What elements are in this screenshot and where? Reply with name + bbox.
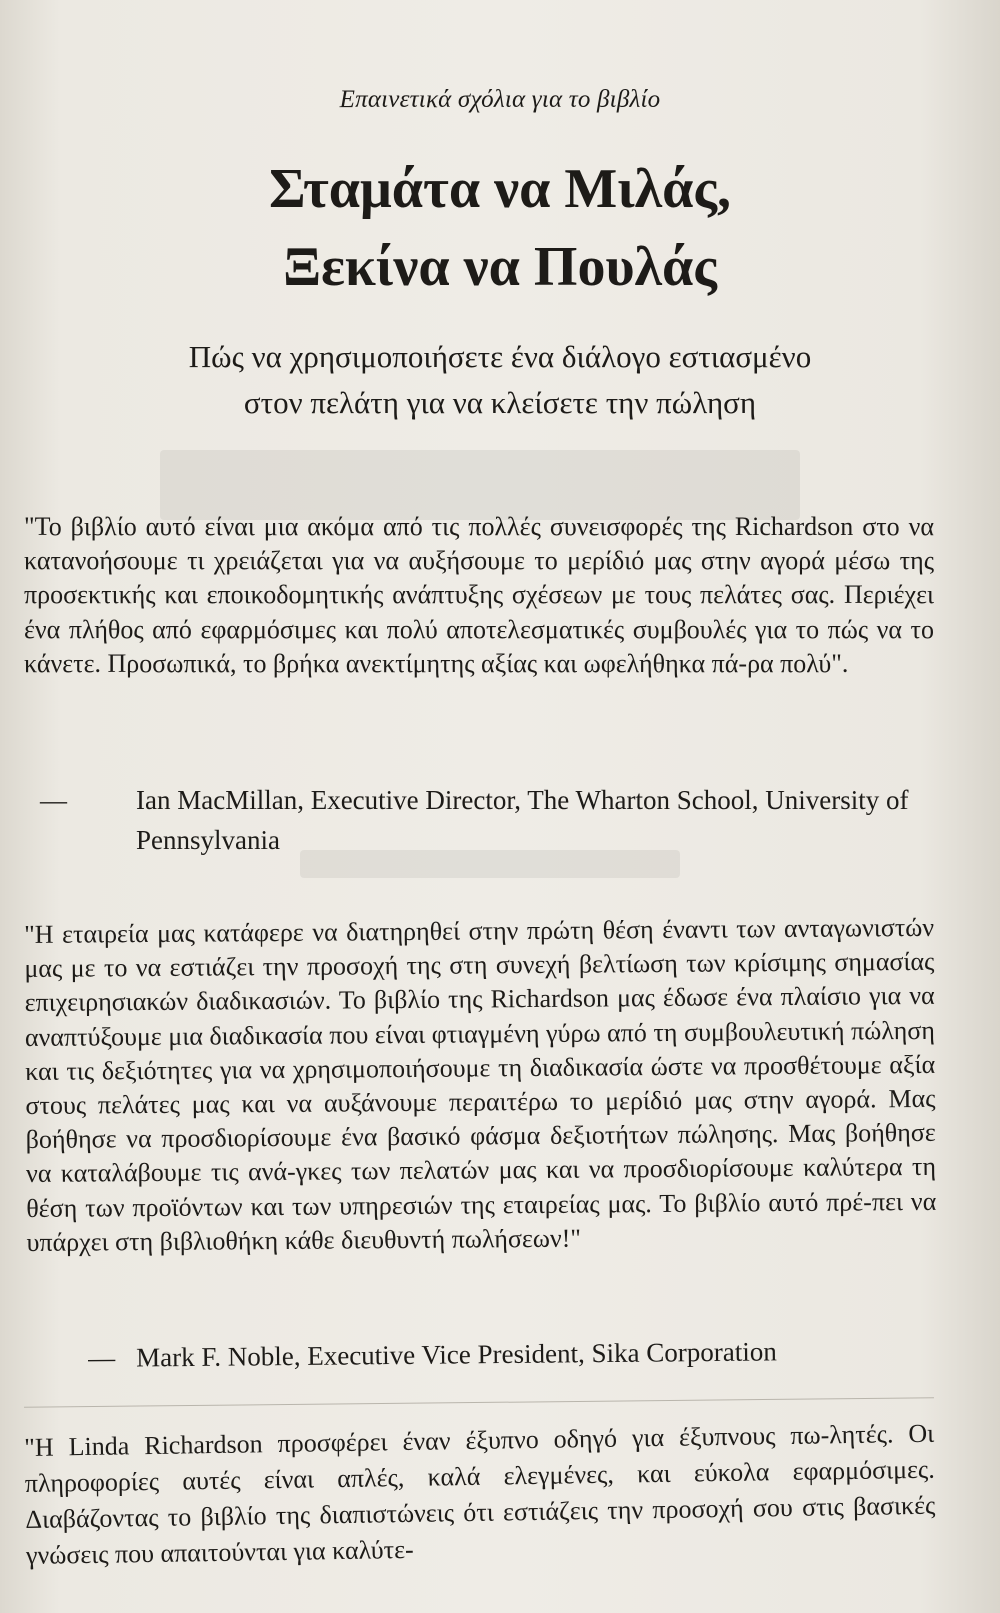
endorsement-quote-2: "Η εταιρεία μας κατάφερε να διατηρηθεί στην πρώτη θέση έναντι των ανταγωνιστών μας με το να εστιάζει την προσοχή της στη συνεχή βελτίωση των κρίσιμης σημασίας επιχειρησιακών διαδικασιών. Το βιβλίο της Richardson μας έδωσε ένα πλαίσιο για να αναπτύξουμε μια διαδικασία που είναι φτιαγμένη γύρω από τη συμβουλευτική πώληση και τις δεξιότητες για να χρησιμοποιήσουμε τη διαδικασία ώστε να προσθέτουμε αξία στους πελάτες μας και να αυξάνουμε περαιτέρω το μερίδιό μας στην αγορά. Μας βοήθησε να προσδιορίσουμε ένα βασικό φάσμα δεξιοτήτων πώλησης. Μας βοήθησε να καταλάβουμε τις ανά-γκες των πελατών μας και να προσδιορίσουμε καλύτερα τη θέση των προϊόντων και των υπηρεσιών της εταιρείας μας. Το βιβλίο αυτό πρέ-πει να υπάρχει στη βιβλιοθήκη κάθε διευθυντή πωλήσεων!": [24, 912, 937, 1257]
endorsement-quote-1: "Το βιβλίο αυτό είναι μια ακόμα από τις πολλές συνεισφορές της Richardson στο να κατανοήσουμε τι χρειάζεται για να αυξήσουμε το μερίδιό μας στην αγορά μέσω της προσεκτικής και εποικοδομητικής ανάπτυξης σχέσεων με τους πελάτες σας. Περιέχει ένα πλήθος από εφαρμόσιμες και πολύ αποτελεσματικές συμβουλές για το πώς να το κάνετε. Προσωπικά, το βρήκα ανεκτίμητης αξίας και ωφελήθηκα πά-ρα πολύ".: [24, 512, 934, 678]
book-subtitle: [0, 334, 1000, 426]
book-subtitle-line-2: στον πελάτη για να κλείσετε την πώληση: [243, 385, 757, 420]
book-subtitle-line-1: Πώς να χρησιμοποιήσετε ένα διάλογο εστιασμένο: [188, 339, 812, 374]
book-title-line-2: Ξεκίνα να Πουλάς: [283, 236, 717, 298]
running-header: Επαινετικά σχόλια για το βιβλίο: [339, 86, 661, 113]
attribution-name-2: Mark F. Noble, Executive Vice President, Sika Corporation: [136, 1336, 777, 1373]
book-title-line-1: Σταμάτα να Μιλάς,: [269, 158, 731, 220]
attribution-name-1: Ian MacMillan, Executive Director, The Wharton School, University of Pennsylvania: [136, 785, 909, 855]
endorsement-quote-3: "Η Linda Richardson προσφέρει έναν έξυπνο οδηγό για έξυπνους πω-λητές. Οι πληροφορίες αυτές είναι απλές, καλά ελεγμένες, και εύκολα εφαρμόσιμες. Διαβάζοντας το βιβλίο της διαπιστώνεις ότι εστιάζεις την προσοχή σου στις βασικές γνώσεις που απαιτούνται για καλύτε-: [24, 1418, 936, 1570]
section-divider: [24, 1397, 934, 1408]
attribution-dash-2: —: [88, 1342, 116, 1373]
endorsement-attribution-2: [88, 1330, 933, 1378]
book-title: [0, 150, 1000, 306]
endorsement-attribution-1: [40, 780, 981, 860]
attribution-dash-1: —: [40, 785, 67, 815]
